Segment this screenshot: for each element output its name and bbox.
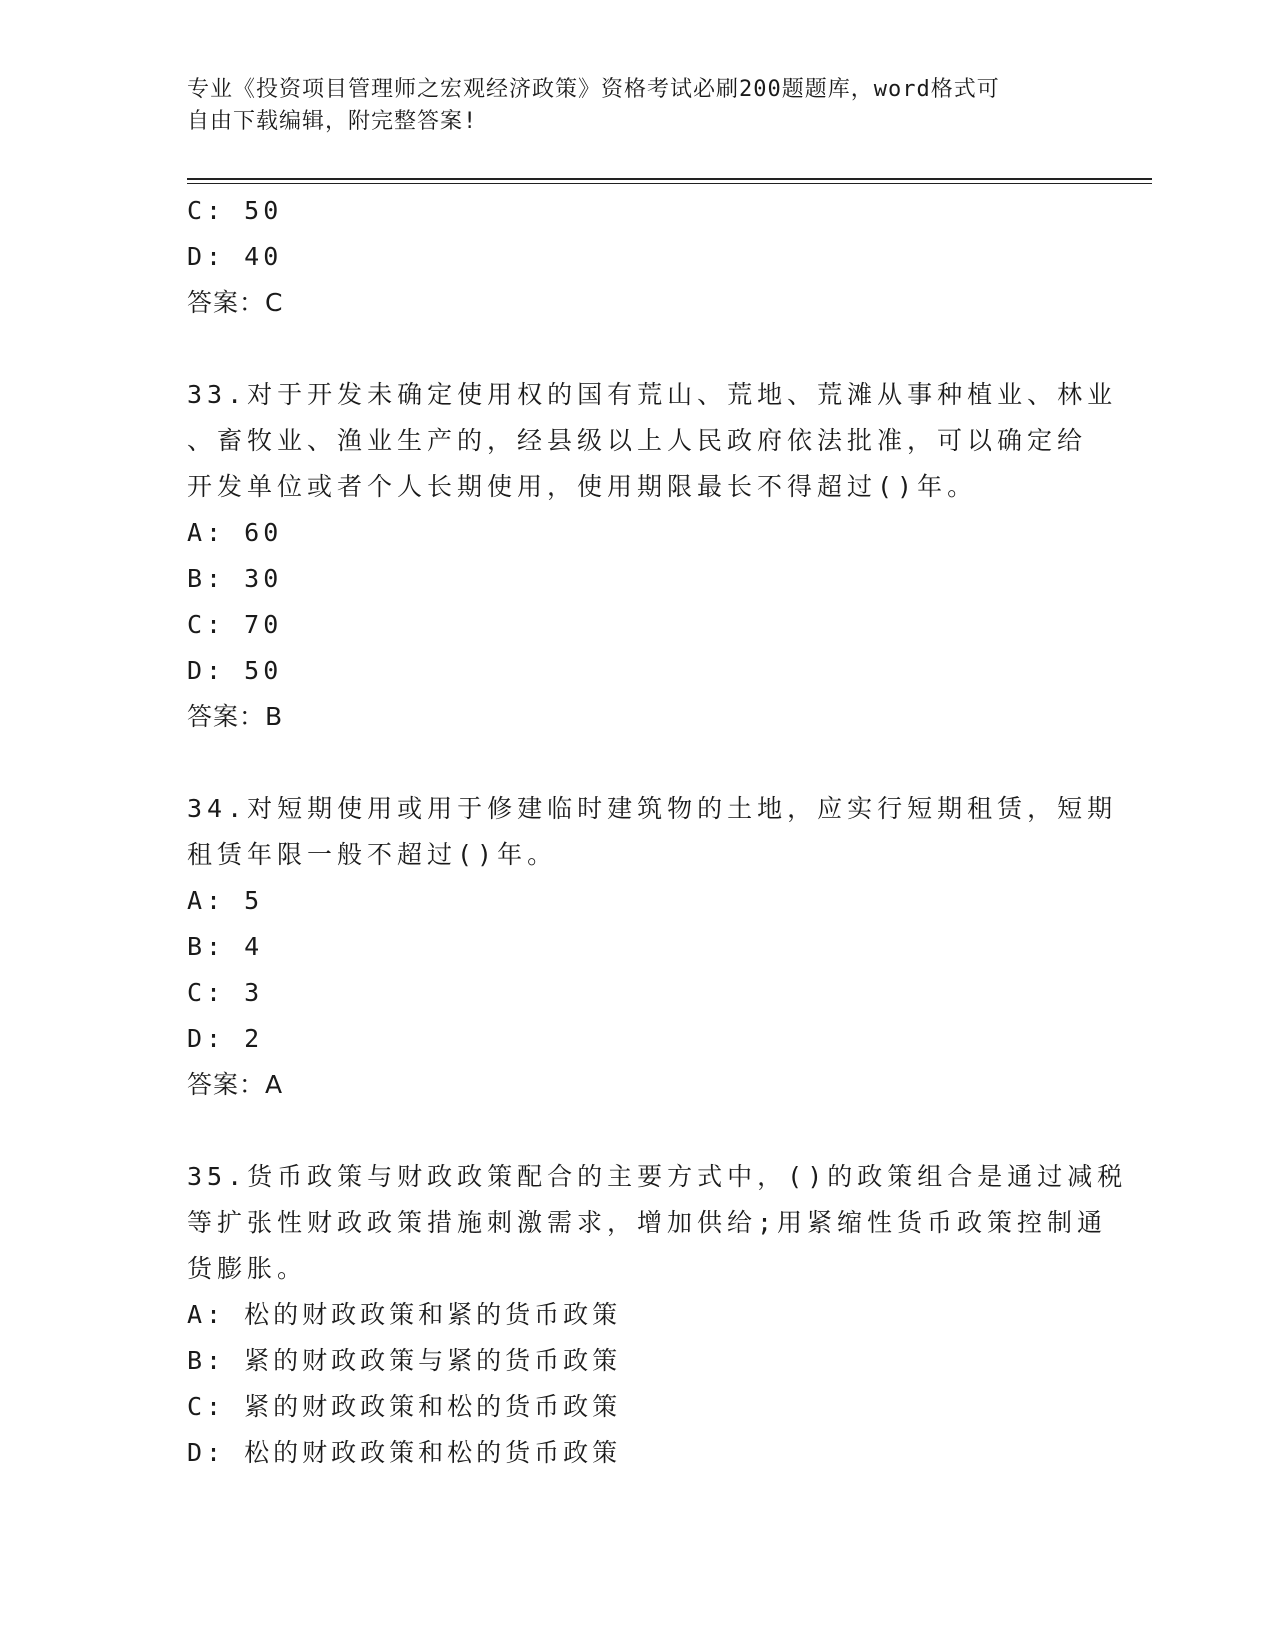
option-c: C: 70: [187, 610, 283, 639]
option-b: B: 紧的财政政策与紧的货币政策: [187, 1346, 622, 1375]
option-c: C: 50: [187, 196, 283, 225]
option-b: B: 30: [187, 564, 283, 593]
stem-line: 租赁年限一般不超过()年。: [187, 840, 558, 869]
question-stem: [187, 372, 1118, 510]
answer-label: 答案：B: [187, 702, 284, 731]
question-35: [187, 1154, 1128, 1476]
document-header: [187, 74, 1067, 138]
option-a: A: 5: [187, 886, 264, 915]
option-c: C: 3: [187, 978, 264, 1007]
spacer: [187, 1108, 1087, 1154]
question-33: [187, 372, 1118, 740]
option-c: C: 紧的财政政策和松的货币政策: [187, 1392, 622, 1421]
spacer: [187, 740, 1087, 786]
header-line-1: 专业《投资项目管理师之宏观经济政策》资格考试必刷200题题库，word格式可: [187, 77, 1000, 102]
stem-line: 开发单位或者个人长期使用，使用期限最长不得超过()年。: [187, 472, 978, 501]
stem-line: 等扩张性财政政策措施刺激需求，增加供给;用紧缩性货币政策控制通: [187, 1208, 1108, 1237]
option-a: A: 60: [187, 518, 283, 547]
option-d: D: 2: [187, 1024, 264, 1053]
stem-line: 、畜牧业、渔业生产的，经县级以上人民政府依法批准，可以确定给: [187, 426, 1088, 455]
option-d: D: 松的财政政策和松的货币政策: [187, 1438, 622, 1467]
option-b: B: 4: [187, 932, 264, 961]
question-stem: [187, 1154, 1128, 1292]
previous-question-tail: [187, 188, 1087, 326]
answer-label: 答案：C: [187, 288, 284, 317]
header-divider-thin: [187, 183, 1152, 184]
stem-line: 35.货币政策与财政政策配合的主要方式中，()的政策组合是通过减税: [187, 1162, 1128, 1191]
stem-line: 34.对短期使用或用于修建临时建筑物的土地，应实行短期租赁，短期: [187, 794, 1118, 823]
answer-label: 答案：A: [187, 1070, 284, 1099]
option-d: D: 40: [187, 242, 283, 271]
stem-line: 33.对于开发未确定使用权的国有荒山、荒地、荒滩从事种植业、林业: [187, 380, 1118, 409]
spacer: [187, 326, 1087, 372]
header-divider: [187, 178, 1152, 180]
option-a: A: 松的财政政策和紧的货币政策: [187, 1300, 622, 1329]
option-d: D: 50: [187, 656, 283, 685]
question-34: [187, 786, 1118, 1108]
header-line-2: 自由下载编辑，附完整答案!: [187, 109, 478, 134]
question-content: [187, 188, 1128, 1476]
stem-line: 货膨胀。: [187, 1254, 308, 1283]
question-stem: [187, 786, 1118, 878]
